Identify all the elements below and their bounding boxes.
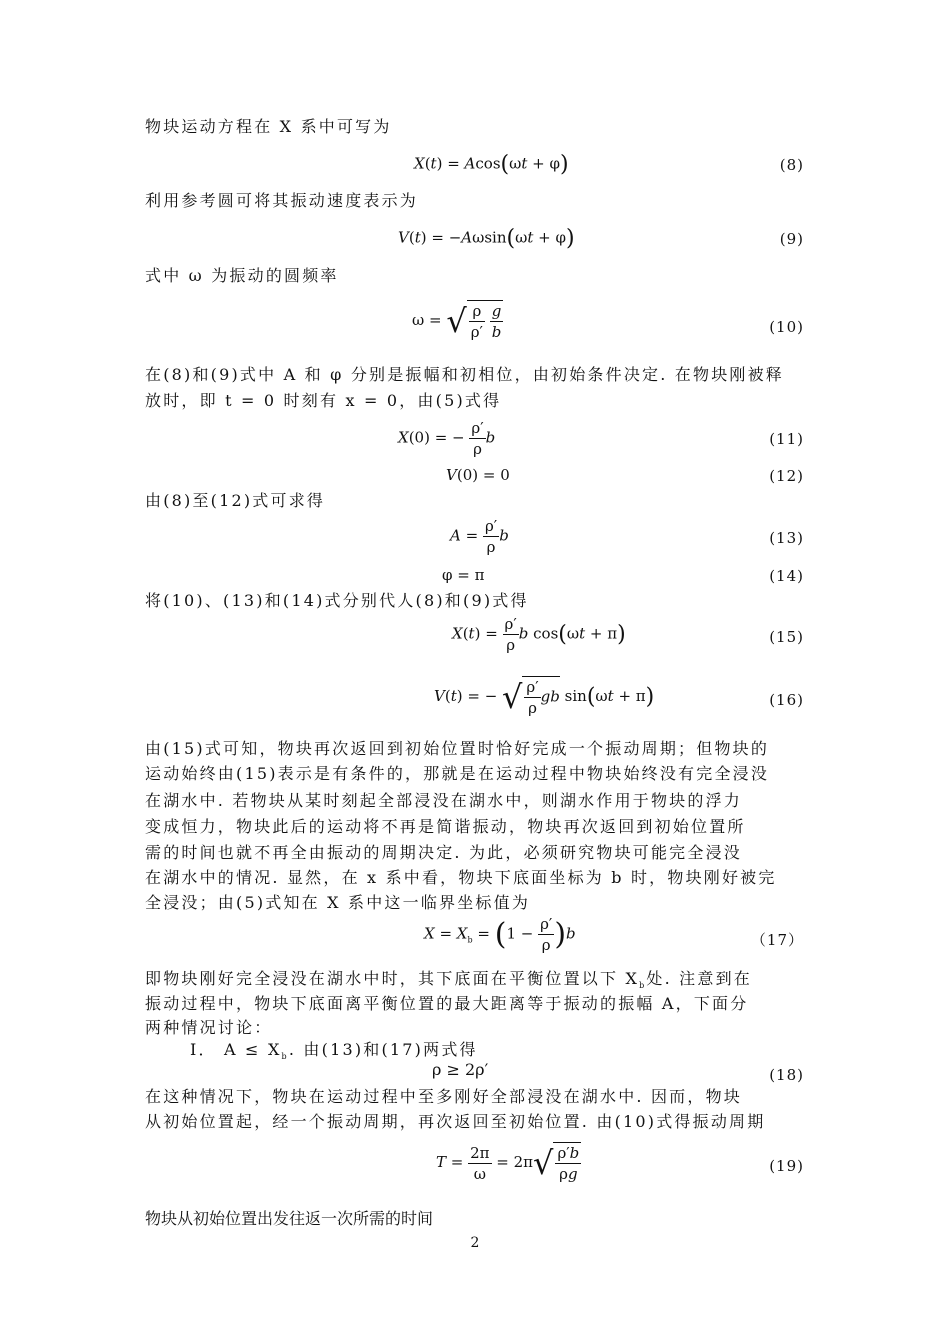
text-line: 利用参考圆可将其振动速度表示为 xyxy=(145,191,419,210)
equation-10: ω = √ $\frac{\rho}{\rho'}$ $\frac{g}{b}$ xyxy=(412,302,502,341)
equation-8: X(t) = Acos(ωt + φ) xyxy=(414,152,569,177)
equation-number: (16) xyxy=(769,691,804,709)
text-line: 变成恒力，物块此后的运动将不再是简谐振动，物块再次返回到初始位置所 xyxy=(145,817,746,836)
equation-number: (13) xyxy=(769,529,804,547)
text-line: 两种情况讨论： xyxy=(145,1018,273,1037)
text-line: 振动过程中，物块下底面离平衡位置的最大距离等于振动的振幅 A，下面分 xyxy=(145,994,749,1013)
text-line: 全浸没；由(5)式知在 X 系中这一临界坐标值为 xyxy=(145,893,531,912)
text-line: 即物块刚好完全浸没在湖水中时，其下底面在平衡位置以下 $X_b$处. 注意到在 xyxy=(145,969,752,991)
equation-16: V(t) = − √ $\frac{\rho'}{\rho}$ gb sin(ωt + π) xyxy=(434,678,655,717)
equation-number: (8) xyxy=(779,156,804,174)
equation-number: (12) xyxy=(769,467,804,485)
equation-14: φ = π xyxy=(442,566,485,584)
equation-number: (10) xyxy=(769,318,804,336)
equation-number: (18) xyxy=(769,1066,804,1084)
equation-15: X(t) = $\frac{\rho'}{\rho}$ b cos(ωt + π) xyxy=(452,615,626,654)
text-line: 在湖水中的情况. 显然，在 x 系中看，物块下底面坐标为 b 时，物块刚好被完 xyxy=(145,868,777,887)
text-line: 将(10)、(13)和(14)式分别代人(8)和(9)式得 xyxy=(145,591,529,610)
equation-number: (11) xyxy=(769,430,804,448)
text-line: 式中 ω 为振动的圆频率 xyxy=(145,266,339,285)
case-heading: I． $A \le X_b$. 由(13)和(17)两式得 xyxy=(190,1040,478,1062)
equation-12: V(0) = 0 xyxy=(446,466,510,484)
equation-13: A = $\frac{\rho'}{\rho}$ b xyxy=(450,517,509,556)
text-line: 从初始位置起，经一个振动周期，再次返回至初始位置. 由(10)式得振动周期 xyxy=(145,1112,766,1131)
equation-18: ρ ≥ 2ρ′ xyxy=(432,1060,489,1079)
text-line: 由(15)式可知，物块再次返回到初始位置时恰好完成一个振动周期；但物块的 xyxy=(145,739,770,758)
text-line: 在(8)和(9)式中 A 和 φ 分别是振幅和初相位，由初始条件决定. 在物块刚被释 xyxy=(145,365,785,384)
text-line: 在湖水中. 若物块从某时刻起全部浸没在湖水中，则湖水作用于物块的浮力 xyxy=(145,791,742,810)
equation-17: $X = X_b = (1$ − $\frac{\rho'}{\rho}$ )b xyxy=(424,915,576,954)
text-line: 在这种情况下，物块在运动过程中至多刚好全部浸没在湖水中. 因而，物块 xyxy=(145,1087,742,1106)
text-line: 由(8)至(12)式可求得 xyxy=(145,491,326,510)
text-line: 物块从初始位置出发往返一次所需的时间 xyxy=(145,1209,434,1228)
equation-number: (9) xyxy=(779,230,804,248)
text-line: 物块运动方程在 X 系中可写为 xyxy=(145,117,392,136)
equation-19: T = $\frac{2\pi}{\omega}$ = 2π√ $\frac{\rho'b}{\rho g}$ xyxy=(436,1143,580,1183)
equation-number: (14) xyxy=(769,567,804,585)
page-number: 2 xyxy=(470,1235,480,1251)
equation-number: （17） xyxy=(750,931,804,949)
equation-number: (19) xyxy=(769,1157,804,1175)
equation-11: X(0) = − $\frac{\rho'}{\rho}$ b xyxy=(398,419,496,458)
text-line: 运动始终由(15)表示是有条件的，那就是在运动过程中物块始终没有完全浸没 xyxy=(145,764,770,783)
equation-number: (15) xyxy=(769,628,804,646)
text-line: 需的时间也就不再全由振动的周期决定. 为此，必须研究物块可能完全浸没 xyxy=(145,843,742,862)
text-line: 放时，即 t = 0 时刻有 x = 0，由(5)式得 xyxy=(145,391,502,410)
equation-9: V(t) = −Aωsin(ωt + φ) xyxy=(398,226,575,251)
